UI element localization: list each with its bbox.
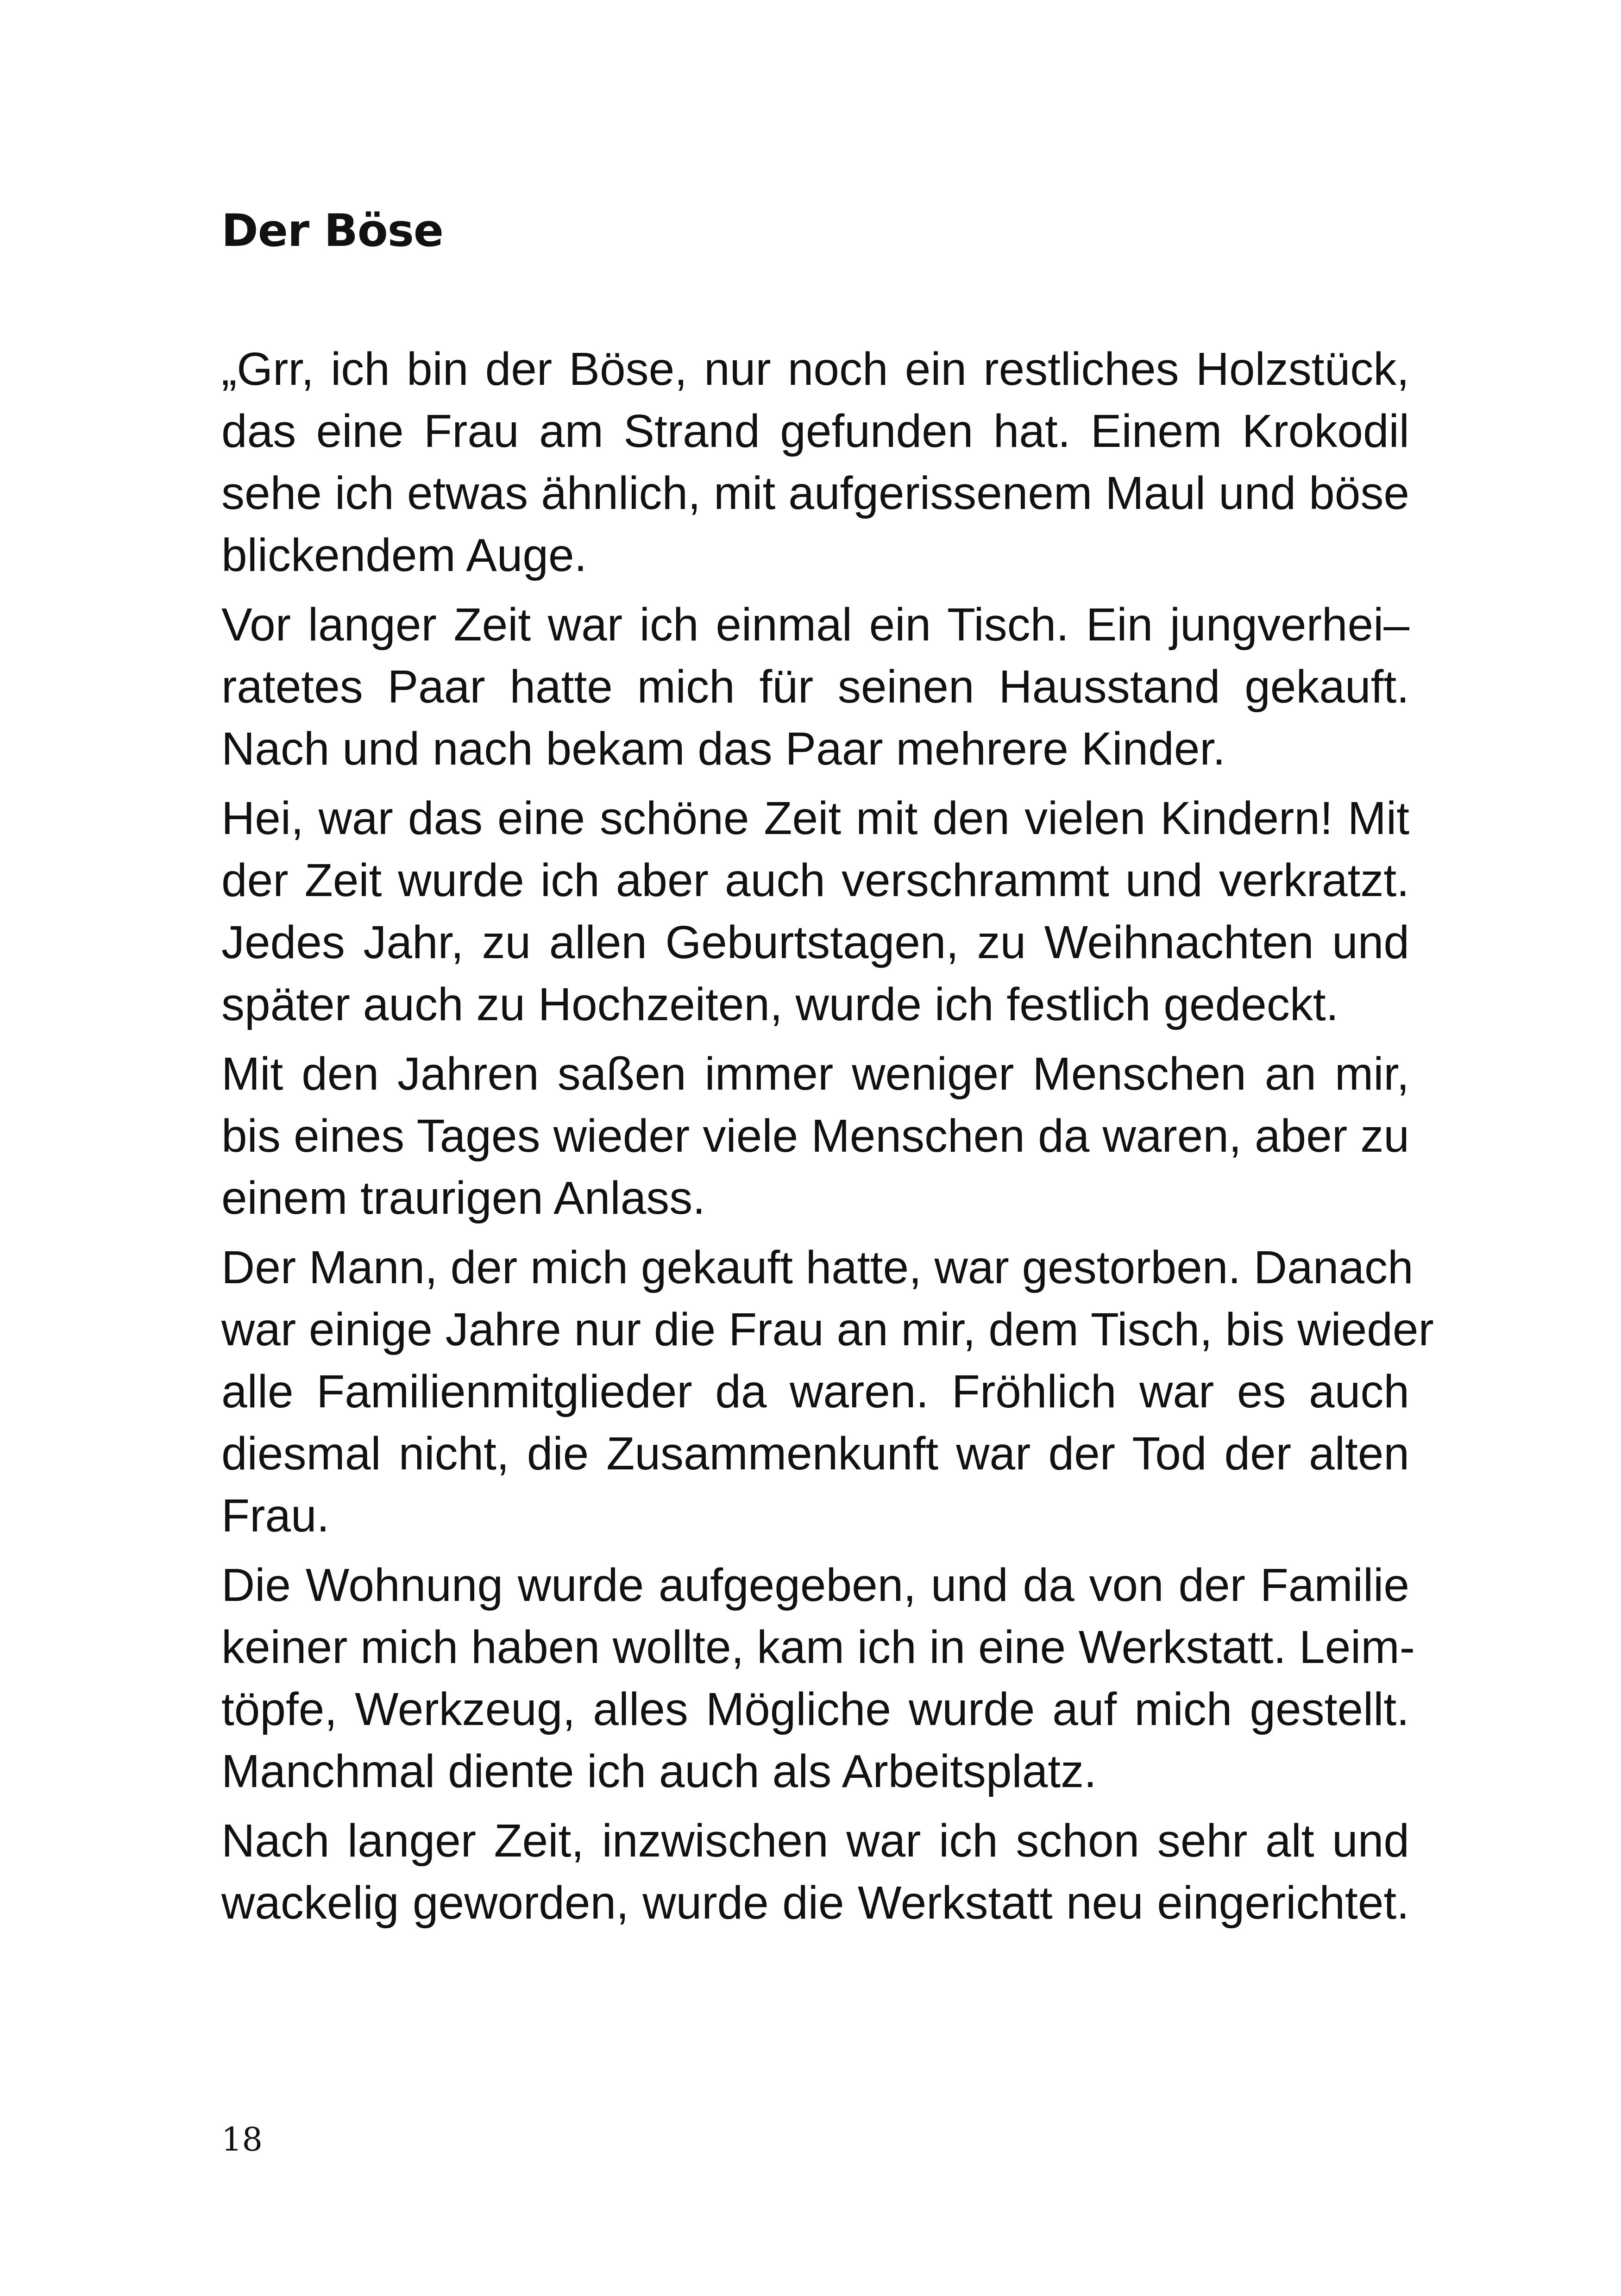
- text-line: töpfe, Werkzeug, alles Mögliche wurde auf mich gestellt.: [221, 1683, 1409, 1735]
- text-line: blickendem Auge.: [221, 529, 587, 581]
- text-line: Die Wohnung wurde aufgegeben, und da von der Familie: [221, 1559, 1409, 1611]
- paragraph: [221, 1554, 1415, 1802]
- text-line: Nach und nach bekam das Paar mehrere Kinder.: [221, 723, 1225, 775]
- text-line: einem traurigen Anlass.: [221, 1172, 706, 1224]
- text-line: das eine Frau am Strand gefunden hat. Einem Krokodil: [221, 405, 1409, 457]
- text-line: keiner mich haben wollte, kam ich in eine Werkstatt. Leim-: [221, 1621, 1415, 1673]
- text-line: alle Familienmitglieder da waren. Fröhlich war es auch: [221, 1366, 1409, 1418]
- story-body: [221, 338, 1434, 1941]
- text-line: sehe ich etwas ähnlich, mit aufgerissenem Maul und böse: [221, 467, 1409, 519]
- text-line: war einige Jahre nur die Frau an mir, dem Tisch, bis wieder: [221, 1304, 1434, 1355]
- text-line: Der Mann, der mich gekauft hatte, war gestorben. Danach: [221, 1242, 1414, 1293]
- text-line: bis eines Tages wieder viele Menschen da waren, aber zu: [221, 1110, 1409, 1162]
- paragraph: [221, 1236, 1434, 1547]
- paragraph: [221, 1810, 1409, 1934]
- text-line: Manchmal diente ich auch als Arbeitsplatz.: [221, 1745, 1097, 1797]
- paragraph: [221, 594, 1409, 780]
- text-line: diesmal nicht, die Zusammenkunft war der Tod der alten: [221, 1428, 1409, 1480]
- text-line: „Grr, ich bin der Böse, nur noch ein restliches Holzstück,: [221, 343, 1409, 395]
- text-line: Jedes Jahr, zu allen Geburtstagen, zu Weihnachten und: [221, 916, 1409, 968]
- text-line: ratetes Paar hatte mich für seinen Hausstand gekauft.: [221, 661, 1409, 713]
- paragraph: [221, 787, 1409, 1035]
- text-line: Nach langer Zeit, inzwischen war ich schon sehr alt und: [221, 1815, 1409, 1867]
- paragraph: [221, 1043, 1409, 1229]
- text-line: der Zeit wurde ich aber auch verschrammt und verkratzt.: [221, 854, 1409, 906]
- paragraph: [221, 338, 1409, 586]
- text-line: Vor langer Zeit war ich einmal ein Tisch. Ein jungverhei–: [221, 599, 1409, 651]
- page-number: 18: [221, 2120, 263, 2158]
- text-line: Mit den Jahren saßen immer weniger Menschen an mir,: [221, 1048, 1409, 1100]
- text-line: Frau.: [221, 1490, 330, 1542]
- text-line: Hei, war das eine schöne Zeit mit den vielen Kindern! Mit: [221, 792, 1409, 844]
- page-title: Der Böse: [221, 205, 443, 257]
- text-line: später auch zu Hochzeiten, wurde ich festlich gedeckt.: [221, 979, 1339, 1030]
- text-line: wackelig geworden, wurde die Werkstatt neu eingerichtet.: [221, 1877, 1409, 1929]
